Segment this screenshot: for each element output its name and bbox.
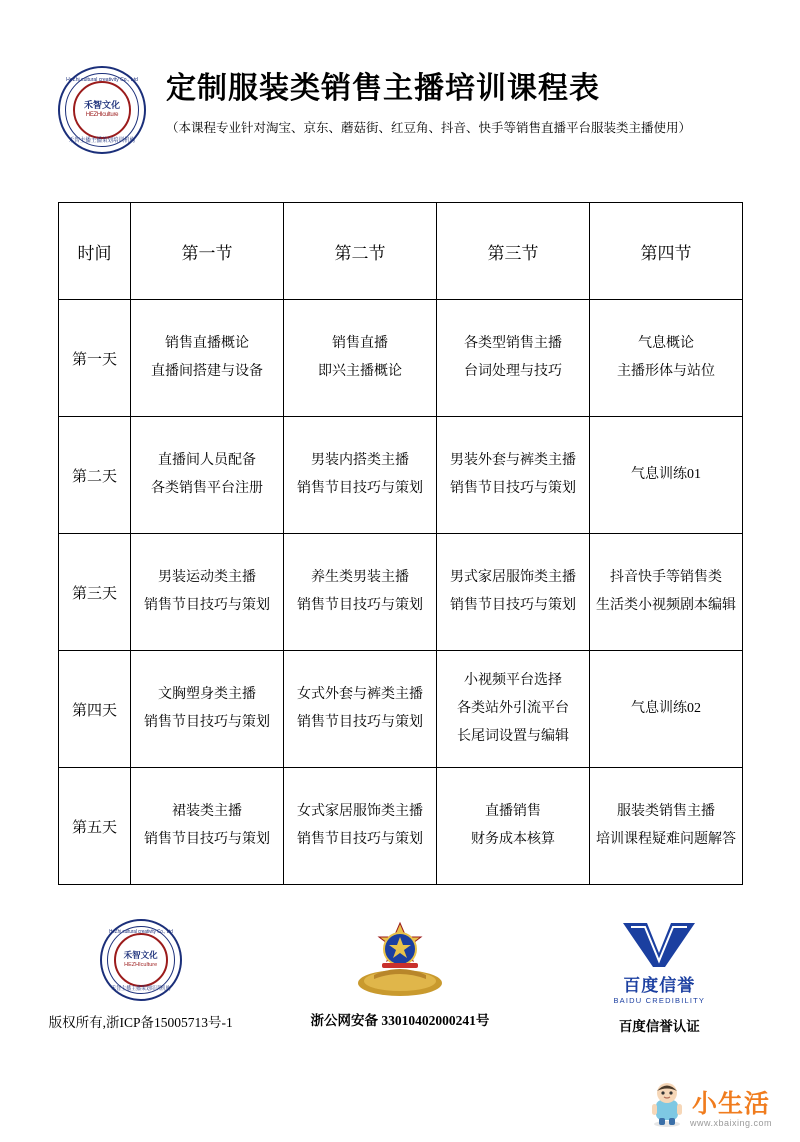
column-header-period-1: 第一节 — [131, 203, 284, 300]
cell-line: 各类型销售主播 — [464, 336, 562, 351]
table-header — [59, 203, 743, 300]
cell-line: 销售节目技巧与策划 — [144, 715, 270, 730]
table-row — [59, 534, 743, 651]
table-body — [59, 300, 743, 885]
watermark-text — [690, 1091, 772, 1128]
cell-line: 气息概论 — [638, 336, 694, 351]
schedule-table — [58, 202, 743, 885]
cell-line: 销售节目技巧与策划 — [450, 598, 576, 613]
logo-core — [102, 950, 180, 970]
cell-line: 各类站外引流平台 — [457, 701, 569, 716]
table-cell — [284, 300, 437, 417]
cell-line: 销售节目技巧与策划 — [297, 832, 423, 847]
cell-line: 各类销售平台注册 — [151, 481, 263, 496]
watermark-url: www.xbaixing.com — [689, 1118, 772, 1128]
cell-line: 直播间人员配备 — [158, 453, 256, 468]
baidu-credibility-badge — [559, 919, 760, 1035]
police-emblem-icon — [354, 919, 446, 999]
cell-line: 女式外套与裤类主播 — [297, 687, 423, 702]
table-cell — [590, 300, 743, 417]
baidu-logo-cn: 百度信誉 — [623, 976, 696, 995]
logo-arc-top-text: HeZhi cultural creativity Co., Ltd — [66, 77, 138, 83]
cell-line: 销售直播 — [332, 336, 388, 351]
table-cell — [131, 417, 284, 534]
cell-line: 服装类销售主播 — [617, 804, 715, 819]
cell-line: 财务成本核算 — [471, 832, 555, 847]
cell-line: 销售节目技巧与策划 — [297, 598, 423, 613]
table-cell — [590, 534, 743, 651]
table-header-row — [59, 203, 743, 300]
cell-line: 培训课程疑难问题解答 — [596, 832, 736, 847]
table-row — [59, 768, 743, 885]
cell-line: 裙装类主播 — [172, 804, 242, 819]
row-time-label: 第三天 — [59, 534, 131, 651]
cell-line: 男式家居服饰类主播 — [450, 570, 576, 585]
police-record-badge — [299, 919, 500, 1029]
baidu-logo-en: BAIDU CREDIBILITY — [613, 996, 706, 1005]
cell-line: 小视频平台选择 — [464, 673, 562, 688]
cell-line: 直播销售 — [485, 804, 541, 819]
site-watermark — [648, 1080, 772, 1128]
page-title: 定制服装类销售主播培训课程表 — [166, 72, 600, 105]
table-row — [59, 417, 743, 534]
baidu-logo-text — [613, 971, 705, 1005]
table-cell — [131, 300, 284, 417]
table-cell — [131, 534, 284, 651]
police-record-text: 浙公网安备 33010402000241号 — [310, 1013, 490, 1028]
cell-line: 销售节目技巧与策划 — [144, 832, 270, 847]
mascot-icon — [648, 1080, 686, 1128]
baidu-logo — [594, 919, 724, 1005]
title-block — [166, 62, 691, 138]
cell-line: 销售直播概论 — [165, 336, 249, 351]
table-row — [59, 651, 743, 768]
cell-line: 抖音快手等销售类 — [610, 570, 722, 585]
row-time-label: 第一天 — [59, 300, 131, 417]
logo-arc-bottom-text: 禾智主播主播策划培训机构 — [68, 138, 136, 144]
cell-line: 男装运动类主播 — [158, 570, 256, 585]
company-logo-small — [100, 919, 182, 1001]
page-subtitle: （本课程专业针对淘宝、京东、蘑菇街、红豆角、抖音、快手等销售直播平台服装类主播使用） — [166, 121, 692, 135]
column-header-period-3: 第三节 — [437, 203, 590, 300]
logo-company-name: 禾智文化 — [123, 950, 158, 960]
cell-line: 文胸塑身类主播 — [158, 687, 256, 702]
table-cell — [284, 417, 437, 534]
table-cell — [437, 300, 590, 417]
table-cell — [131, 768, 284, 885]
cell-line: 销售节目技巧与策划 — [297, 715, 423, 730]
table-row — [59, 300, 743, 417]
cell-line: 男装外套与裤类主播 — [450, 453, 576, 468]
column-header-period-4: 第四节 — [590, 203, 743, 300]
table-cell — [437, 534, 590, 651]
cell-line: 直播间搭建与设备 — [151, 364, 263, 379]
baidu-credibility-text: 百度信誉认证 — [618, 1019, 700, 1034]
table-cell — [437, 417, 590, 534]
table-cell — [590, 417, 743, 534]
logo-arc-top-text: HeZhi cultural creativity Co., Ltd — [108, 929, 173, 935]
table-cell — [284, 768, 437, 885]
logo-arc-bottom-text: 禾智主播主播策划培训机构 — [110, 986, 171, 992]
column-header-period-2: 第二节 — [284, 203, 437, 300]
page-header — [0, 0, 800, 154]
logo-core — [60, 100, 144, 120]
logo-company-name-en: HEZHIculture — [124, 962, 158, 968]
cell-line: 主播形体与站位 — [617, 364, 715, 379]
cell-line: 销售节目技巧与策划 — [450, 481, 576, 496]
table-cell — [590, 768, 743, 885]
schedule-table-wrapper — [58, 202, 742, 885]
cell-line: 男装内搭类主播 — [311, 453, 409, 468]
logo-company-name-en: HEZHIculture — [85, 112, 119, 118]
cell-line: 销售节目技巧与策划 — [144, 598, 270, 613]
row-time-label: 第二天 — [59, 417, 131, 534]
row-time-label: 第四天 — [59, 651, 131, 768]
cell-line: 长尾词设置与编辑 — [457, 729, 569, 744]
baidu-v-icon — [617, 919, 701, 969]
cell-line: 女式家居服饰类主播 — [297, 804, 423, 819]
icp-license-text: 版权所有,浙ICP备15005713号-1 — [48, 1015, 233, 1030]
table-cell — [437, 651, 590, 768]
company-logo-badge — [40, 919, 241, 1031]
table-cell — [437, 768, 590, 885]
cell-line: 即兴主播概论 — [318, 364, 402, 379]
table-cell — [590, 651, 743, 768]
logo-company-name: 禾智文化 — [83, 100, 120, 110]
cell-line: 气息训练01 — [631, 467, 701, 482]
table-cell — [284, 651, 437, 768]
cell-line: 台词处理与技巧 — [464, 364, 562, 379]
footer-badges — [0, 919, 800, 1035]
table-cell — [284, 534, 437, 651]
cell-line: 气息训练02 — [631, 701, 701, 716]
watermark-title: 小生活 — [691, 1090, 770, 1118]
cell-line: 养生类男装主播 — [311, 570, 409, 585]
company-logo — [58, 66, 146, 154]
cell-line: 销售节目技巧与策划 — [297, 481, 423, 496]
table-cell — [131, 651, 284, 768]
column-header-time: 时间 — [59, 203, 131, 300]
row-time-label: 第五天 — [59, 768, 131, 885]
cell-line: 生活类小视频剧本编辑 — [596, 598, 736, 613]
